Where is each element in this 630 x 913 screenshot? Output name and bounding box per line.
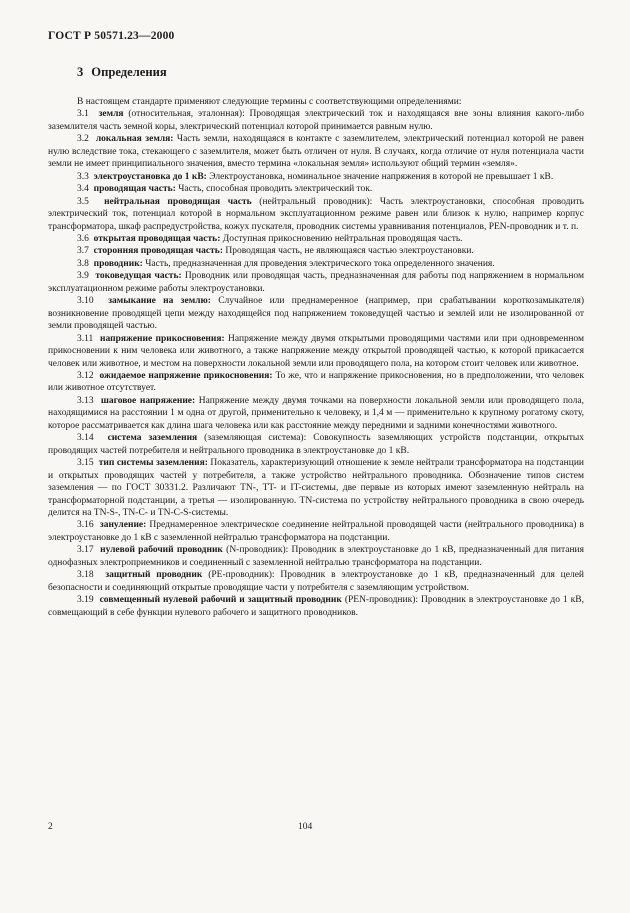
definition-term: токоведущая часть: xyxy=(95,271,182,282)
definition-paragraph xyxy=(48,333,584,370)
definition-text: Часть земли, находящаяся в контакте с заземлителем, электрический потенциал которой не равен нулю вследствие тока, стекающего с заземлителя, может быть отличен от нуля. В случаях, когда отличие от нуля потенциала части земли не имеет принципиального значения, вместо термина «локальная земля» используют общий термин «земля». xyxy=(48,134,584,170)
definition-text: (PEN-проводник): Проводник в электроустановке до 1 кВ, совмещающий в себе функции нулевого рабочего и защитного проводников. xyxy=(48,595,585,618)
document-body xyxy=(48,96,584,619)
definition-paragraph xyxy=(48,395,584,432)
definition-paragraph xyxy=(48,544,584,569)
definition-number: 3.2 xyxy=(77,134,89,145)
definition-paragraph xyxy=(48,270,584,295)
definition-paragraph xyxy=(48,233,584,245)
intro-paragraph: В настоящем стандарте применяют следующие термины с соответствующими определениями: xyxy=(77,97,462,107)
section-title: Определения xyxy=(91,65,167,79)
definition-term: нейтральная проводящая часть xyxy=(104,196,252,207)
definition-text: Часть, способная проводить электрический ток. xyxy=(175,184,373,195)
definition-paragraph xyxy=(48,258,584,270)
definition-paragraph xyxy=(48,108,584,133)
definition-text: Случайное или преднамеренное (например, при срабатывании короткозамыкателя) возникновение проводящей цепи между находящейся под напряжением токоведущей частью и землей или не изолированной от земли проводящей частью. xyxy=(48,296,585,332)
page-number-left: 2 xyxy=(48,822,53,832)
definition-paragraph xyxy=(48,370,584,395)
definition-paragraph xyxy=(48,519,584,544)
definition-number: 3.5 xyxy=(77,196,89,207)
definition-number: 3.12 xyxy=(77,370,94,381)
definition-text: Доступная прикосновению нейтральная проводящая часть. xyxy=(220,233,463,244)
definition-number: 3.3 xyxy=(77,171,89,182)
definition-text: (заземляющая система): Совокупность заземляющих устройств подстанции, открытых проводящих частей потребителя и нейтрального проводника в электроустановке до 1 кВ. xyxy=(48,433,585,456)
definition-term: защитный проводник xyxy=(105,570,203,581)
definition-term: шаговое напряжение: xyxy=(100,395,196,406)
definition-number: 3.6 xyxy=(77,233,89,244)
definition-number: 3.9 xyxy=(77,271,89,282)
definition-text: Проводящая часть, не являющаяся частью электроустановки. xyxy=(223,246,474,257)
definition-text: То же, что и напряжение прикосновения, но в предположении, что человек или животное отсутствует. xyxy=(48,370,584,394)
section-heading xyxy=(77,65,167,80)
definitions-list xyxy=(48,108,584,619)
definition-paragraph xyxy=(48,245,584,257)
definition-term: земля xyxy=(98,109,124,120)
definition-paragraph xyxy=(48,569,584,594)
definition-term: электроустановка до 1 кВ: xyxy=(93,171,207,182)
definition-number: 3.14 xyxy=(77,433,94,444)
definition-number: 3.10 xyxy=(77,296,94,307)
document-header: ГОСТ Р 50571.23—2000 xyxy=(48,30,175,42)
definition-text: Преднамеренное электрическое соединение нейтральной проводящей части (нейтрального проводника) в электроустановке до 1 кВ с заземленной нейтралью трансформатора на подстанции. xyxy=(48,520,585,543)
definition-number: 3.13 xyxy=(77,395,94,406)
section-number: 3 xyxy=(77,65,84,79)
definition-text: (N-проводник): Проводник в электроустановке до 1 кВ, предназначенный для питания однофазных электроприемников и соединенный с заземленной нейтралью трансформатора на подстанции. xyxy=(48,545,585,568)
page-number-center: 104 xyxy=(298,822,313,832)
definition-term: открытая проводящая часть: xyxy=(93,233,221,244)
definition-text: (нейтральный проводник): Часть электроустановки, способная проводить электрический ток, потенциал которой в нормальном эксплуатационном режиме равен или близок к нулю, например корпус трансформатора, шкаф распредустройства, кожух пускателя, проводник системы уравнивания потенциалов, PEN-проводник и т. п. xyxy=(48,196,584,232)
definition-term: проводник: xyxy=(93,258,143,269)
definition-paragraph xyxy=(48,171,584,183)
definition-number: 3.18 xyxy=(77,570,94,581)
definition-number: 3.4 xyxy=(77,184,89,195)
definition-paragraph xyxy=(48,295,584,332)
definition-number: 3.19 xyxy=(77,595,94,606)
definition-number: 3.1 xyxy=(77,109,89,120)
definition-text: Часть, предназначенная для проведения электрического тока определенного значения. xyxy=(142,258,495,269)
definition-text: (PE-проводник): Проводник в электроустановке до 1 кВ, предназначенный для целей безопасности и соединяющий открытые проводящие части у потребителя с заземляющим устройством. xyxy=(48,570,585,593)
definition-text: (относительная, эталонная): Проводящая электрический ток и находящаяся вне зоны влияния какого-либо заземлителя часть земной коры, электрический потенциал которой принимается равным нулю. xyxy=(48,109,585,132)
definition-text: Проводник или проводящая часть, предназначенная для работы под напряжением в нормальном эксплуатационном режиме работы электроустановки. xyxy=(48,271,585,294)
definition-term: напряжение прикосновения: xyxy=(100,333,225,344)
definition-text: Показатель, характеризующий отношение к земле нейтрали трансформатора на подстанции и открытых проводящих частей у потребителя, а также устройство нейтрального проводника. Обозначение типов систем заземления — по ГОСТ 30331.2. Различают TN-, TT- и IT-системы, две первые из которых имеют заземленную нейтраль на трансформаторной подстанции, а третья — изолированную. TN-система по устройству нейтрального проводника в свою очередь делится на TN-S-, TN-C- и TN-C-S-системы. xyxy=(48,458,585,518)
definition-number: 3.11 xyxy=(77,333,94,344)
definition-term: замыкание на землю: xyxy=(108,296,211,307)
definition-term: проводящая часть: xyxy=(93,184,176,195)
definition-term: сторонняя проводящая часть: xyxy=(93,246,223,257)
definition-text: Электроустановка, номинальное значение напряжения в которой не превышает 1 кВ. xyxy=(206,171,554,182)
definition-number: 3.16 xyxy=(77,520,94,531)
definition-term: совмещенный нулевой рабочий и защитный проводник xyxy=(99,595,342,606)
definition-number: 3.7 xyxy=(77,246,89,257)
definition-term: система заземления xyxy=(107,433,198,444)
definition-paragraph xyxy=(48,594,584,619)
definition-number: 3.8 xyxy=(77,258,89,269)
definition-term: нулевой рабочий проводник xyxy=(100,545,223,556)
definition-paragraph xyxy=(48,432,584,457)
definition-paragraph xyxy=(48,196,584,233)
definition-paragraph xyxy=(48,133,584,170)
definition-text: Напряжение между двумя точками на поверхности локальной земли или проводящего пола, находящимися на расстоянии 1 м одна от другой, применительно к человеку, и 1,4 м — применительно к крупному рогатому скоту, которое рассматривается как длина шага человека или как расстояние между передними и задними конечностями животного. xyxy=(48,395,585,431)
definition-number: 3.17 xyxy=(77,545,94,556)
definition-number: 3.15 xyxy=(77,458,94,469)
definition-term: зануление: xyxy=(99,520,147,531)
definition-term: локальная земля: xyxy=(95,134,174,145)
definition-term: ожидаемое напряжение прикосновения: xyxy=(99,370,273,381)
definition-paragraph xyxy=(48,183,584,195)
definition-paragraph xyxy=(48,457,584,519)
definition-term: тип системы заземления: xyxy=(98,458,208,469)
definition-text: Напряжение между двумя открытыми проводящими частями или при одновременном прикосновении к ним человека или животного, а также напряжение между открытой проводящей частью, к которой прикасается человек или животное, и местом на поверхности локальной земли или проводящего пола, на котором стоит человек или животное. xyxy=(48,333,584,369)
